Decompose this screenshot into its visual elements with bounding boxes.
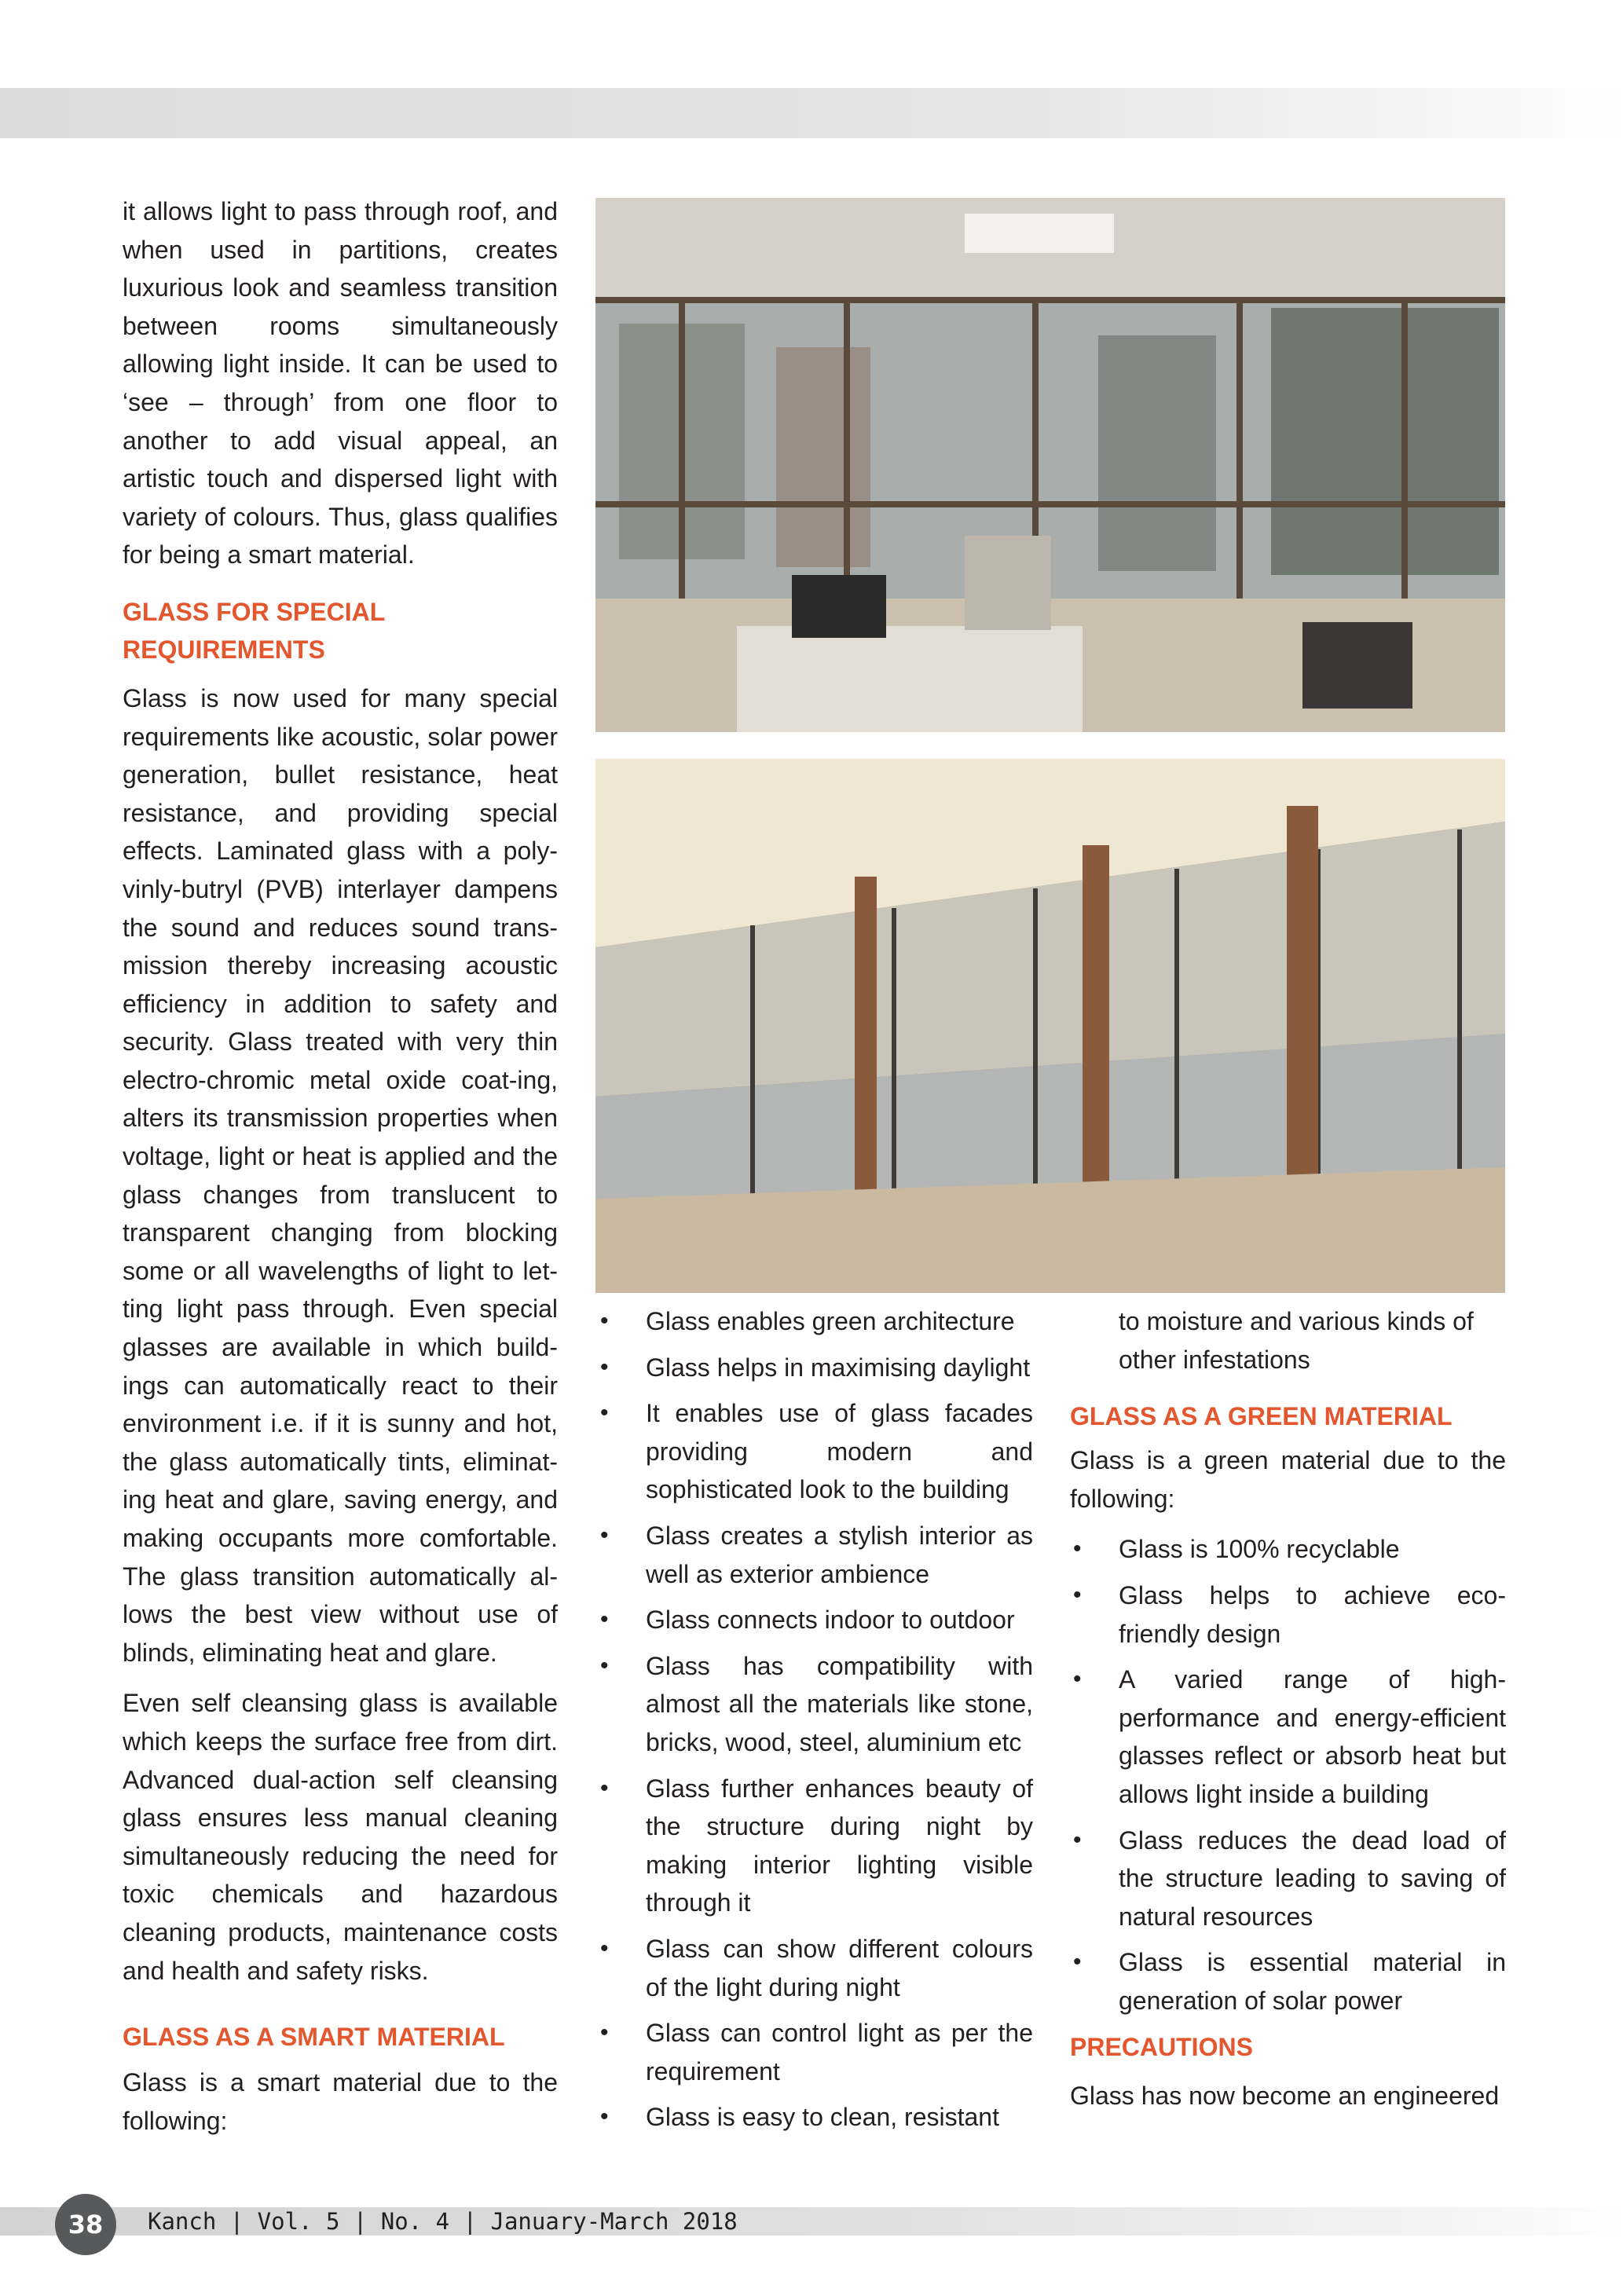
list-item: • Glass enables green architecture [597,1302,1033,1341]
list-item: • Glass creates a stylish interior as well as exterior ambience [597,1517,1033,1593]
list-item: • Glass is easy to clean, resistant [597,2098,1033,2137]
list-item: • Glass helps in maximising daylight [597,1349,1033,1387]
list-item: • Glass helps to achieve eco-friendly design [1070,1576,1506,1653]
list-item: • Glass has compatibility with almost all the materials like stone, bricks, wood, steel, aluminium etc [597,1647,1033,1762]
column-right [1070,1302,1506,2115]
list-item: • It enables use of glass facades providing modern and sophisticated look to the building [597,1394,1033,1509]
column-left [123,192,558,2140]
list-item: • Glass reduces the dead load of the structure leading to saving of natural resources [1070,1822,1506,1936]
green-material-list [1070,1530,1506,2020]
intro-paragraph: it allows light to pass through roof, and when used in partitions, creates luxurious look and seamless transition between rooms simultaneously allowing light inside. It can be used to ‘see – through’ from one floor to another to add visual appeal, an artistic touch and dispersed light with variety of colours. Thus, glass qualifies for being a smart material. [123,197,558,569]
self-cleansing-paragraph: Even self cleansing glass is available which keeps the surface free from dirt. Advanced dual-action self cleansing glass ensures less manual cleaning simultaneously reducing the need for toxic chemicals and hazardous cleaning products, maintenance costs and health and safety risks. [123,1689,558,1985]
list-item: • Glass can control light as per the requirement [597,2014,1033,2090]
journal-citation: Kanch | Vol. 5 | No. 4 | January-March 2018 [148,2208,738,2235]
list-item: • A varied range of high-performance and energy-efficient glasses reflect or absorb heat but allows light inside a building [1070,1661,1506,1813]
list-item: • Glass is essential material in generation of solar power [1070,1943,1506,2020]
special-requirements-paragraph: Glass is now used for many special requirements like acoustic, solar power generation, bullet resistance, heat resistance, and providing special effects. Laminated glass with a poly-vinly-butryl (PVB) interlayer dampens the sound and reduces sound trans-mission thereby increasing acoustic efficiency in addition to safety and security. Glass treated with very thin electro-chromic metal oxide coat-ing, alters its transmission properties when voltage, light or heat is applied and the glass changes from translucent to transparent changing from blocking some or all wavelengths of light to let-ting light pass through. Even special glasses are available in which build-ings can automatically react to their environment i.e. if it is sunny and hot, the glass automatically tints, eliminat-ing heat and glare, saving energy, and making occupants more comfortable. The glass transition automatically al-lows the best view without use of blinds, eliminating heat and glare. [123,683,558,1667]
list-item: • Glass can show different colours of the light during night [597,1930,1033,2006]
office-photo-illustration [595,198,1505,732]
heading-smart-material: GLASS AS A SMART MATERIAL [123,2023,505,2052]
heading-green-material: GLASS AS A GREEN MATERIAL [1070,1402,1453,1431]
smart-material-intro: Glass is a smart material due to the following: [123,2068,558,2135]
column-middle [597,1302,1033,2144]
list-item: • Glass connects indoor to outdoor [597,1601,1033,1639]
smart-material-list [597,1302,1033,2137]
heading-special-requirements: GLASS FOR SPECIAL REQUIREMENTS [123,597,385,664]
header-band [0,88,1623,138]
page-number-badge: 38 [55,2194,116,2255]
atrium-photo-illustration [595,759,1505,1293]
atrium-photo [595,759,1505,1293]
office-photo [595,198,1505,732]
precautions-paragraph: Glass has now become an engineered [1070,2081,1500,2110]
list-item: • Glass further enhances beauty of the structure during night by making interior lighting visible through it [597,1770,1033,1922]
list-continuation: to moisture and various kinds of other infestations [1119,1307,1474,1374]
green-material-intro: Glass is a green material due to the following: [1070,1446,1506,1513]
heading-precautions: PRECAUTIONS [1070,2032,1253,2061]
list-item: • Glass is 100% recyclable [1070,1530,1506,1569]
